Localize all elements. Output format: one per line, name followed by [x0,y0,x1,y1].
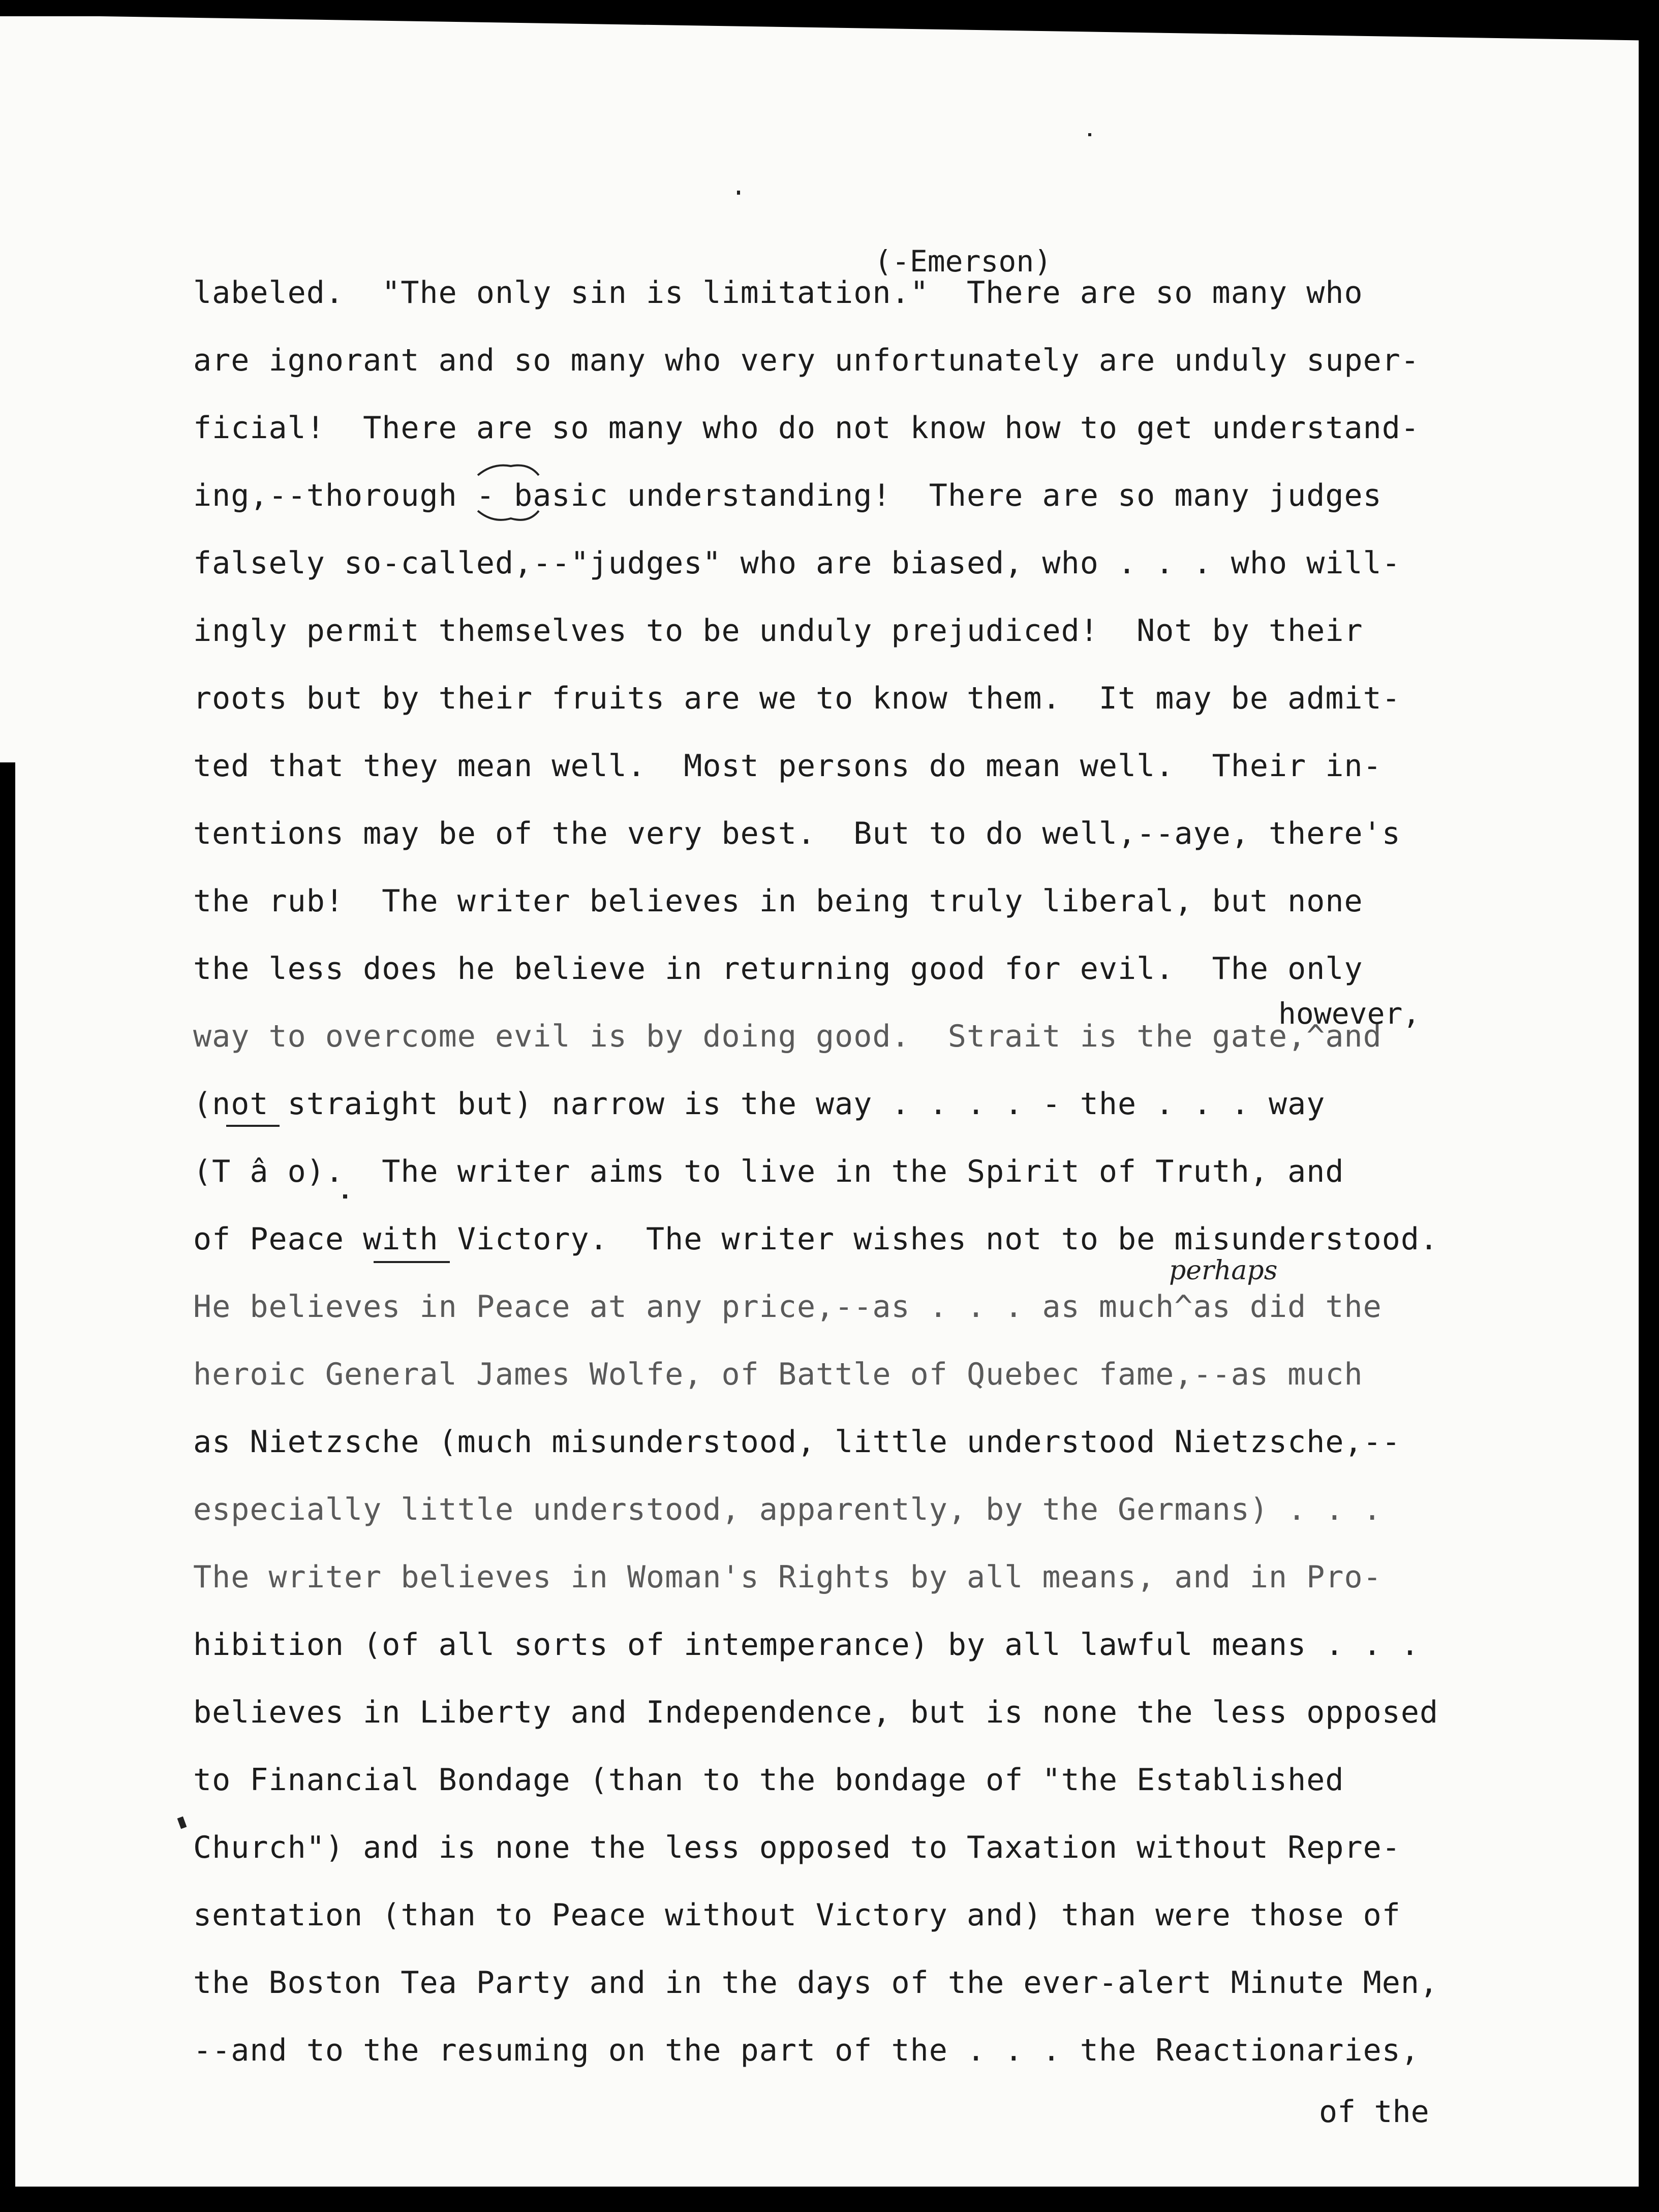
scan-border-right [1639,0,1659,2212]
text-line: ing,--thorough - basic understanding! There are so many judges [193,478,1382,513]
closing-catchword: of the [1319,2094,1429,2130]
emerson-attribution: (-Emerson) [874,244,1052,279]
text-line: are ignorant and so many who very unfortunately are unduly super- [193,343,1420,378]
text-line: falsely so-called,--"judges" who are biased, who . . . who will- [193,545,1401,581]
scan-border-left [0,762,15,2212]
text-line: the rub! The writer believes in being truly liberal, but none [193,883,1363,919]
text-line: Church") and is none the less opposed to Taxation without Repre- [193,1830,1401,1865]
speck [1088,133,1091,136]
text-line: hibition (of all sorts of intemperance) by all lawful means . . . [193,1627,1420,1663]
text-line: --and to the resuming on the part of the . . . the Reactionaries, [193,2033,1420,2068]
scan-border-top [0,0,1659,41]
text-line: labeled. "The only sin is limitation." There are so many who [193,275,1363,311]
text-line: of Peace with Victory. The writer wishes not to be misunderstood. [193,1221,1439,1257]
handwritten-brackets [473,460,549,526]
text-line: (T â o). The writer aims to live in the Spirit of Truth, and [193,1154,1344,1189]
text-line: the Boston Tea Party and in the days of the ever-alert Minute Men, [193,1965,1439,2001]
text-line: to Financial Bondage (than to the bondage of "the Established [193,1762,1344,1798]
text-line: (not straight but) narrow is the way . . . . - the . . . way [193,1086,1326,1122]
text-line: The writer believes in Woman's Rights by all means, and in Pro- [193,1559,1382,1595]
text-line: the less does he believe in returning good for evil. The only [193,951,1363,987]
inserted-however: however, [1278,996,1421,1031]
body-text [193,239,1474,2084]
text-line: ingly permit themselves to be unduly prejudiced! Not by their [193,613,1363,649]
text-line: tentions may be of the very best. But to do well,--aye, there's [193,816,1401,851]
handwritten-perhaps: perhaps [1169,1255,1278,1286]
underline-with [374,1261,450,1263]
text-line: as Nietzsche (much misunderstood, little understood Nietzsche,-- [193,1424,1401,1460]
scan-border-bottom [0,2187,1659,2212]
text-line: He believes in Peace at any price,--as . . . as much^as did the [193,1289,1382,1325]
speck [737,191,740,195]
text-line: ted that they mean well. Most persons do mean well. Their in- [193,748,1382,784]
text-line: ficial! There are so many who do not know how to get understand- [193,410,1420,446]
text-line: way to overcome evil is by doing good. Strait is the gate,^and [193,1019,1382,1054]
text-line: roots but by their fruits are we to know them. It may be admit- [193,681,1401,716]
text-line: heroic General James Wolfe, of Battle of Quebec fame,--as much [193,1357,1363,1392]
underline-not [226,1125,280,1127]
margin-mark [177,1817,187,1829]
text-line: believes in Liberty and Independence, but is none the less opposed [193,1695,1439,1730]
text-line: sentation (than to Peace without Victory and) than were those of [193,1897,1401,1933]
text-line: especially little understood, apparently, by the Germans) . . . [193,1492,1382,1527]
